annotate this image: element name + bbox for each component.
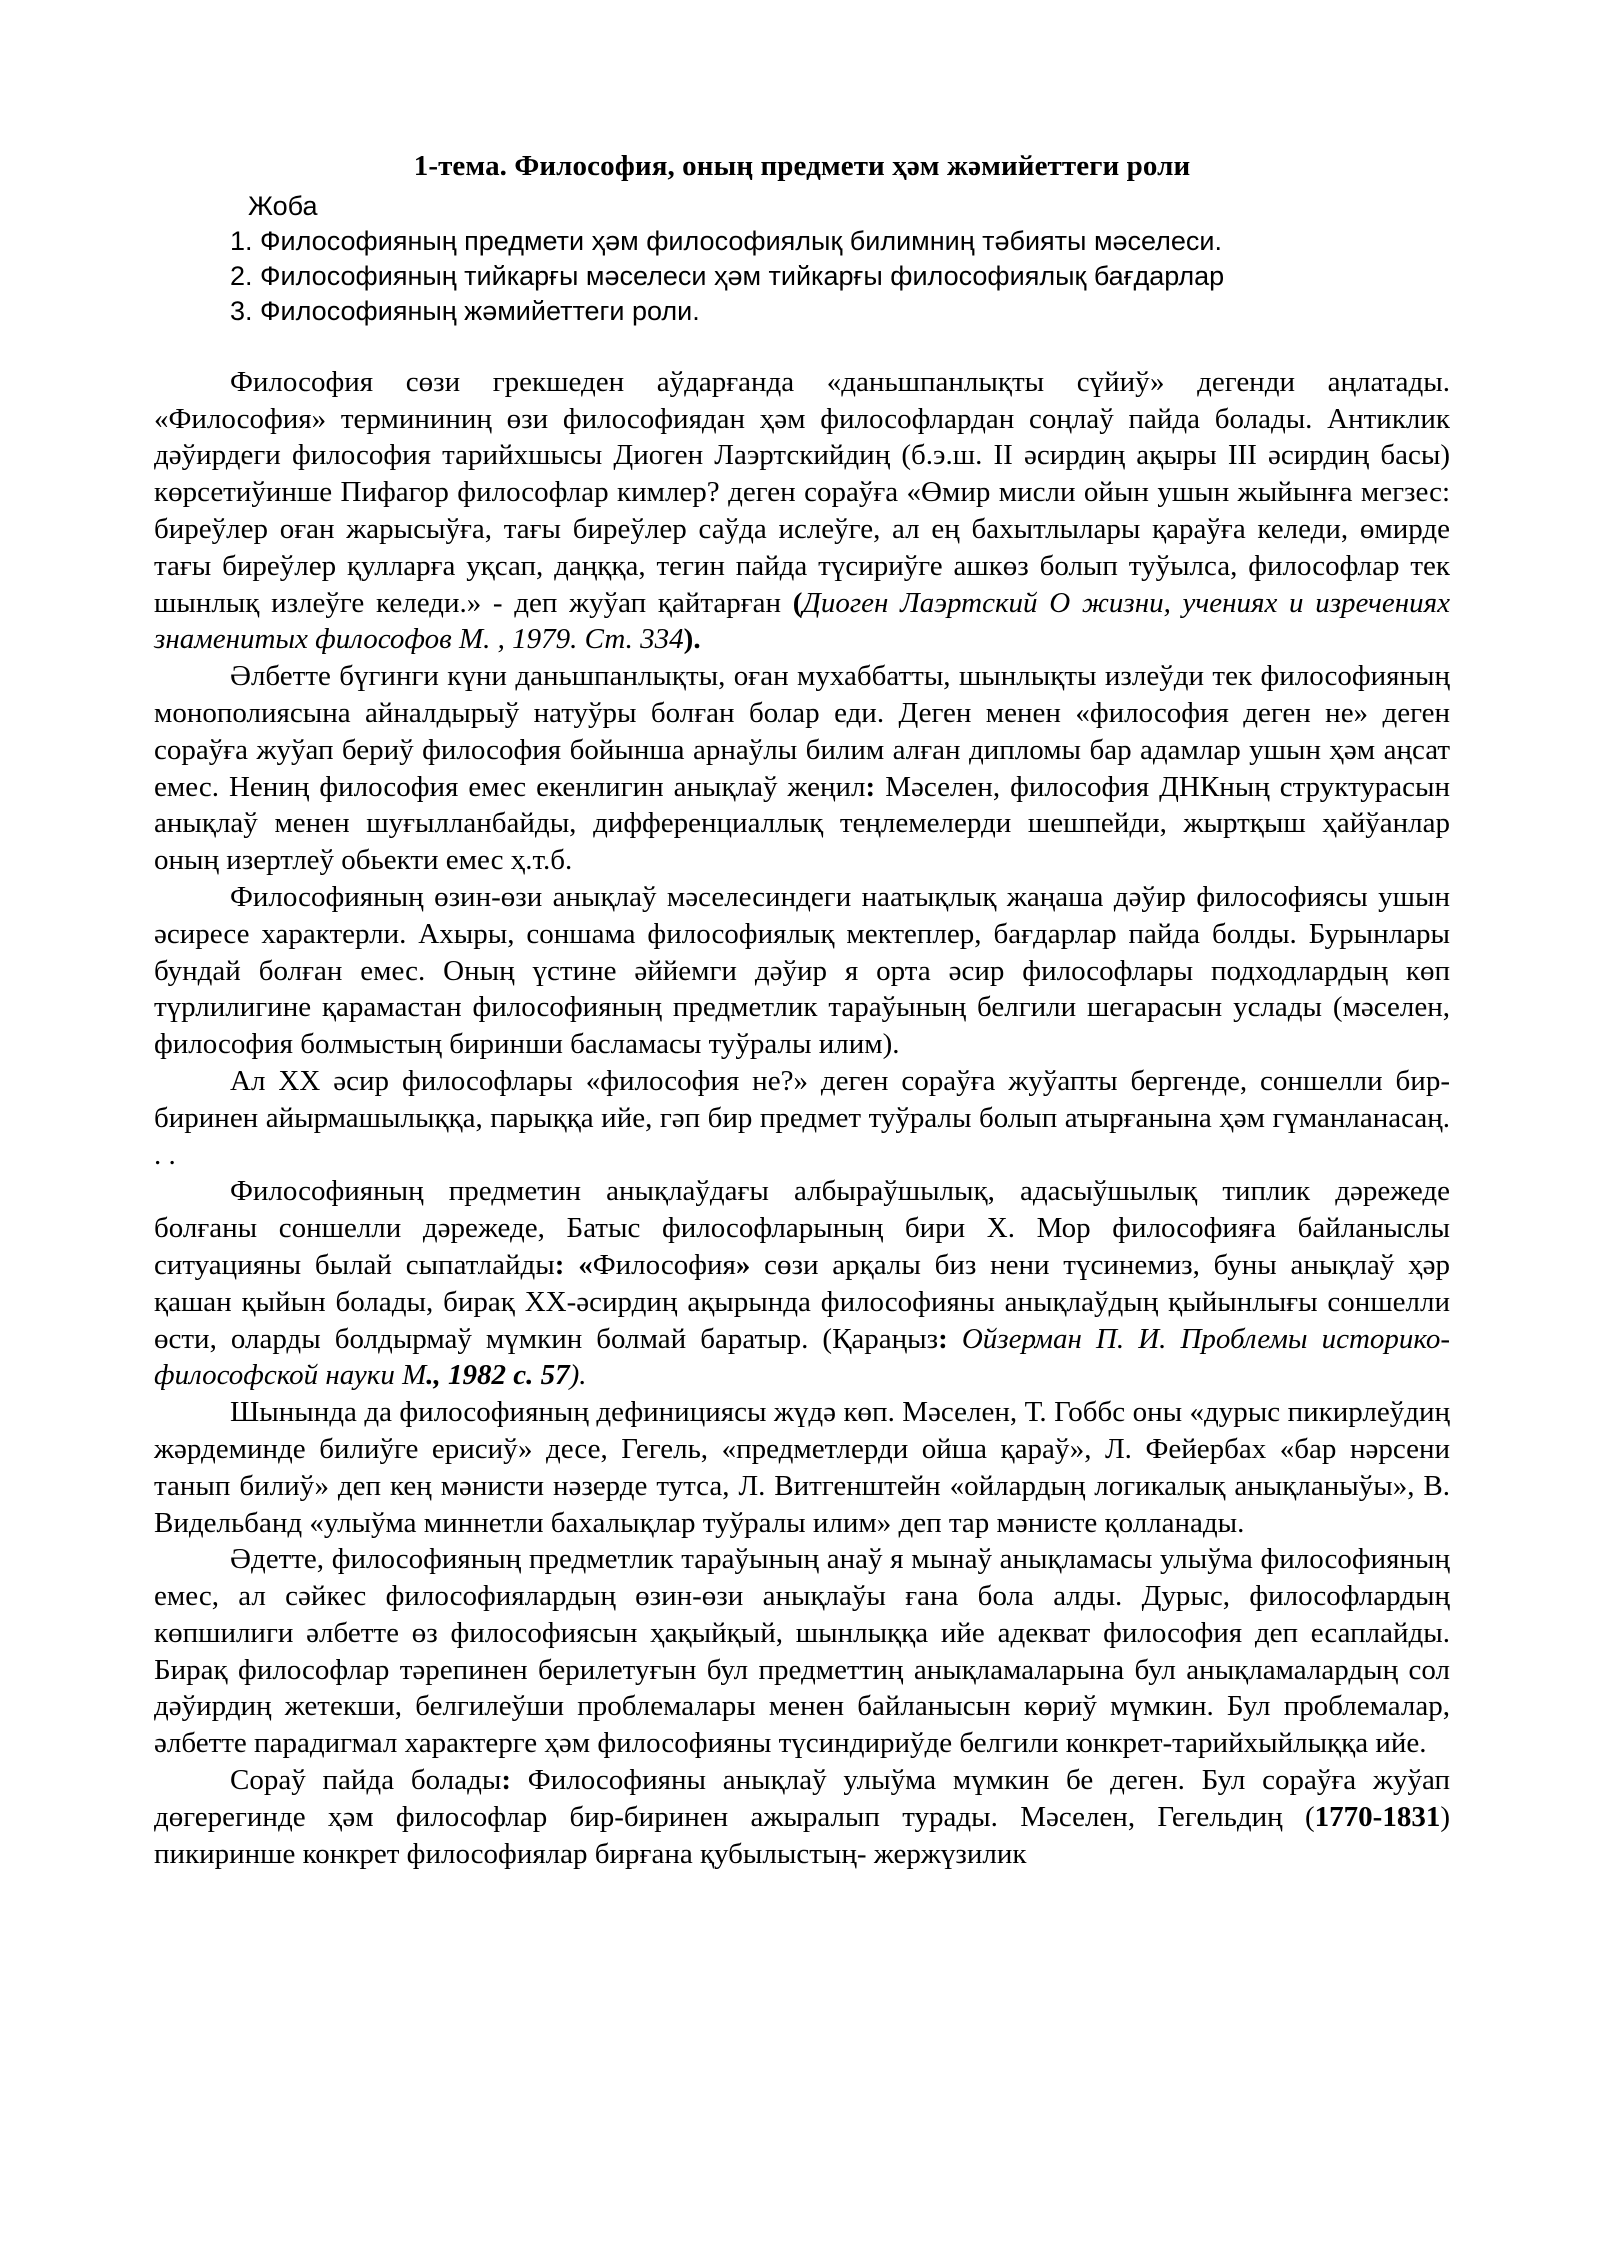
paragraph-2-colon: :	[865, 770, 876, 803]
paragraph-8	[154, 1762, 1450, 1872]
paragraph-5-quote-open: «	[564, 1248, 593, 1281]
paragraph-8-text-a: Сораў пайда болады	[230, 1764, 502, 1797]
paragraph-1-open-paren: (	[792, 586, 803, 619]
paragraph-2-text-b: Мәселен, философия ДНКның структурасын анықлаў менен шуғылланбайды, дифференциаллық теңлемелерди шешпейди, жыртқыш ҳайўанлар оның изертлеў обьекти емес ҳ.т.б.	[154, 770, 1450, 877]
paragraph-5-quote-close: »	[735, 1248, 751, 1281]
paragraph-8-text-b: Философияны анықлаў улыўма мүмкин бе деген. Бул сораўға жуўап дөгерегинде ҳәм философлар бир-биринен ажыралып турады. Мәселен, Гегельдиң (	[154, 1764, 1450, 1833]
paragraph-1-citation: Диоген Лаэртский О жизни, учениях и изречениях знаменитых философов М. , 1979. Ст. 334	[154, 586, 1450, 656]
paragraph-5-colon: :	[554, 1248, 565, 1281]
paragraph-5-text-a: Философияның предметин анықлаўдағы албыраўшылық, адасыўшылық типлик дәрежеде болғаны соншелли дәрежеде, Батыс философларының бири Х. Мор философияға байланыслы ситуацияны былай сыпатлайды	[154, 1175, 1450, 1281]
paragraph-1-close-paren: ).	[683, 623, 701, 656]
plan-item-3: 3. Философияның жәмийеттеги роли.	[230, 295, 700, 326]
plan-list	[154, 189, 1450, 329]
plan-item-2: 2. Философияның тийкарғы мәселеси ҳәм тийкарғы философиялық бағдарлар	[230, 260, 1225, 291]
paragraph-5-citation-a: Ойзерман П. И. Проблемы историко- философской науки М	[154, 1322, 1451, 1392]
plan-item-1: 1. Философияның предмети ҳәм философиялық билимниң тәбияты мәселеси.	[230, 225, 1222, 256]
paragraph-5-citation-b: ., 1982 с. 57	[426, 1359, 570, 1392]
paragraph-2	[154, 658, 1450, 879]
document-body	[154, 148, 1450, 1872]
paragraph-8-years: 1770-1831	[1314, 1800, 1441, 1833]
blank-line	[154, 329, 1450, 364]
plan-heading: Жоба	[248, 190, 318, 221]
paragraph-5-citation-c: ).	[569, 1359, 587, 1392]
paragraph-5	[154, 1173, 1450, 1394]
paragraph-1	[154, 364, 1450, 658]
paragraph-4: Ал XX әсир философлары «философия не?» деген сораўға жуўапты бергенде, соншелли бир-биринен айырмашылыққа, парыққа ийе, гәп бир предмет туўралы болып атырғанына ҳәм гүманланасаң. . .	[154, 1064, 1450, 1171]
paragraph-5-text-c: сөзи арқалы биз нени түсинемиз, буны анықлаў ҳәр қашан қыйын болады, бирақ XX-әсирдиң ақырында философияны анықлаўдың қыйынлығы соншелли өсти, оларды болдырмаў мүмкин болмай баратыр. (Қараңыз	[154, 1248, 1450, 1355]
document-title: 1-тема. Философия, оның предмети ҳәм жәмийеттеги роли	[413, 150, 1191, 182]
paragraph-1-text: Философия сөзи грекшеден аўдарғанда «даньшпанлықты сүйиў» дегенди аңлатады. «Философия» термининиң өзи философиядан ҳәм философлардан соңлаў пайда болады. Антиклик дәўирдеги философия тарийхшысы Диоген Лаэртскийдиң (б.э.ш. II әсирдиң ақыры III әсирдиң басы) көрсетиўинше Пифагор философлар кимлер? деген сораўға «Өмир мисли ойын ушын жыйынға мегзес: биреўлер оған жарысыўға, тағы биреўлер саўда ислеўге, ал ең бахытлылары қараўға келеди, өмирде тағы биреўлер қулларға уқсап, даңққа, тегин пайда түсириўге ашкөз болып туўылса, философлар тек шынлық излеўге келеди.» - деп жуўап қайтарған	[154, 365, 1450, 619]
paragraph-7: Әдетте, философияның предметлик тараўының анаў я мынаў анықламасы улыўма философияның емес, ал сәйкес философиялардың өзин-өзи анықлаўы ғана бола алды. Дурыс, философлардың көпшилиги әлбетте өз философиясын ҳақыйқый, шынлыққа ийе адекват философия деп есаплайды. Бирақ философлар тәрепинен берилетуғын бул предметтиң анықламаларына бул анықламалардың сол дәўирдиң жетекши, белгилеўши проблемалары менен байланысын көриў мүмкин. Бул проблемалар, әлбетте парадигмал характерге ҳәм философияны түсиндириўде белгили конкрет-тарийхыйлыққа ийе.	[154, 1543, 1450, 1760]
paragraph-3: Философияның өзин-өзи анықлаў мәселесиндеги наатықлық жаңаша дәўир философиясы ушын әсиресе характерли. Ахыры, соншама философиялық мектеплер, бағдарлар пайда болды. Бурынлары бундай болған емес. Оның үстине әййемги дәўир я орта әсир философлары подходлардың көп түрлилигине қарамастан философияның предметлик тараўының белгили шегарасын услады (мәселен, философия болмыстың биринши басламасы туўралы илим).	[154, 880, 1450, 1061]
paragraph-5-quoted-word: Философия	[592, 1248, 736, 1281]
paragraph-6: Шынында да философияның дефинициясы жүдә көп. Мәселен, Т. Гоббс оны «дурыс пикирлеўдиң жәрдеминде билиўге ерисиў» десе, Гегель, «предметлерди ойша қараў», Л. Фейербах «бар нәрсени танып билиў» деп кең мәнисти нәзерде тутса, Л. Витгенштейн «ойлардың логикалық анықланыўы», В. Видельбанд «улыўма миннетли бахалықлар туўралы илим» деп тар мәнисте қолланады.	[154, 1396, 1450, 1539]
paragraph-2-text-a: Әлбетте бүгинги күни даньшпанлықты, оған мухаббатты, шынлықты излеўди тек философияның монополиясына айналдырыў натуўры болған болар еди. Деген менен «философия деген не» деген сораўға жуўап бериў философия бойынша арнаўлы билим алған дипломы бар адамлар ушын ҳәм аңсат емес. Нениң философия емес екенлигин анықлаў жеңил	[154, 660, 1450, 803]
paragraph-8-text-c: ) пикиринше конкрет философиялар бирғана қубылыстың- жержүзилик	[154, 1800, 1450, 1870]
paragraph-5-colon-2: :	[938, 1322, 948, 1355]
paragraph-8-colon: :	[501, 1764, 511, 1797]
